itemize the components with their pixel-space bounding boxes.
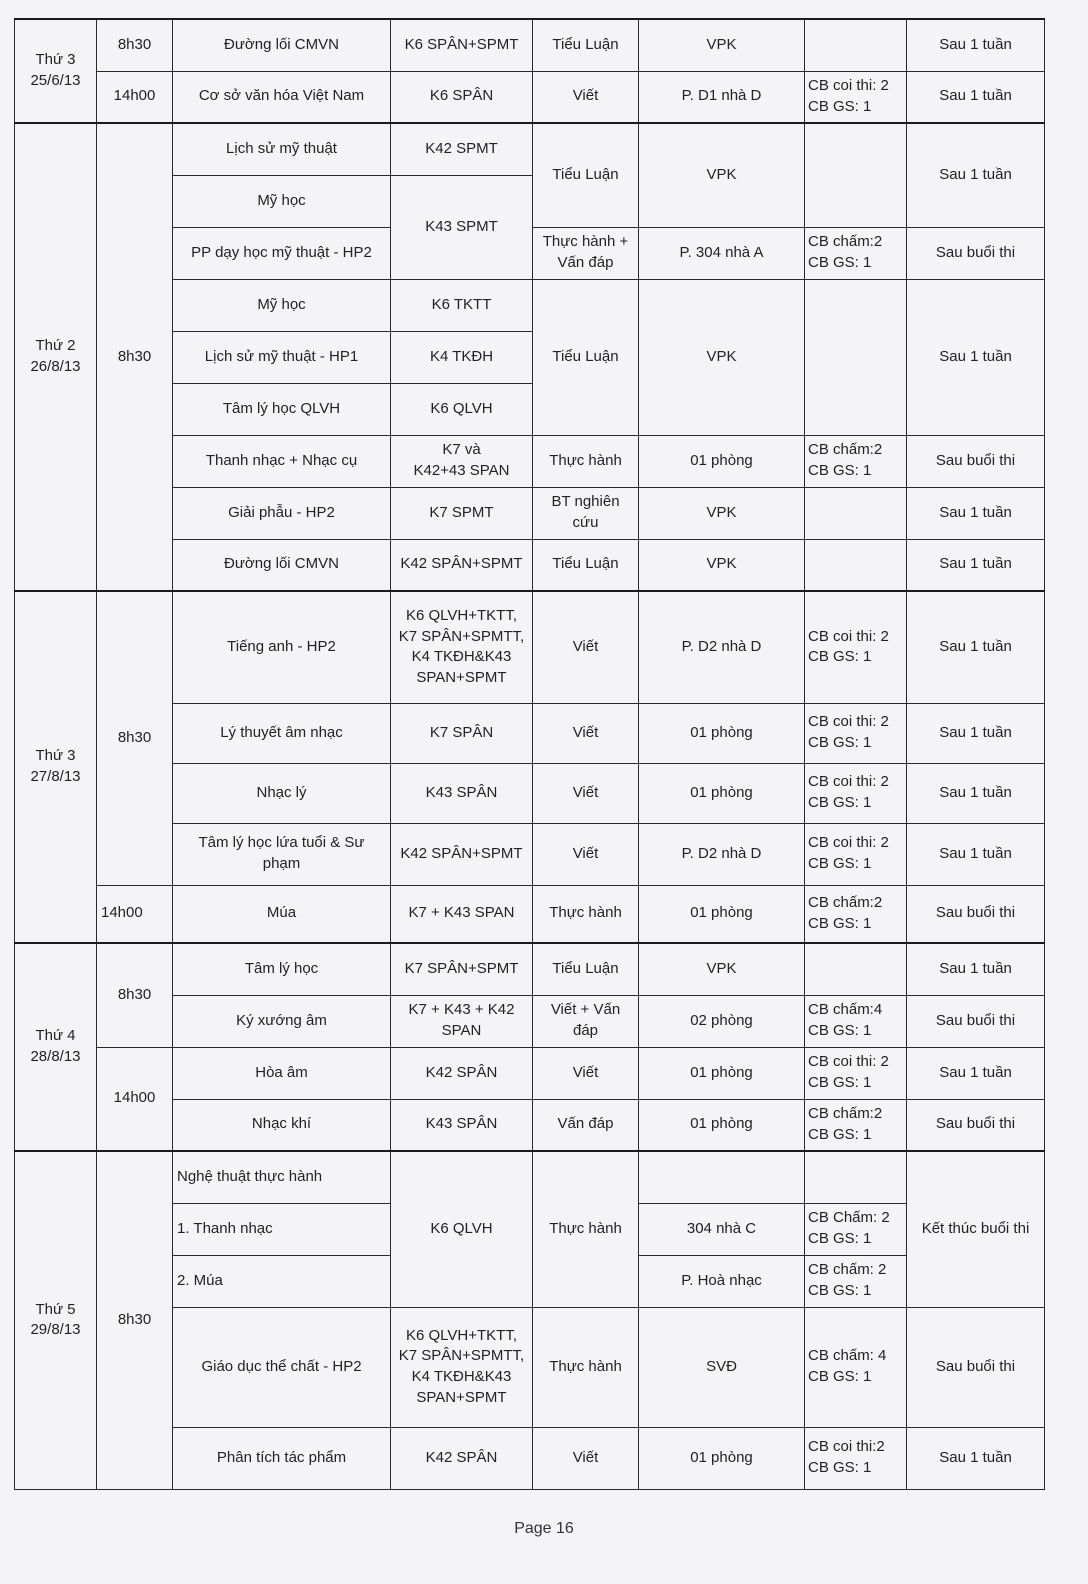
exam-form: Viết [533,71,639,123]
subject-name: Thanh nhạc + Nhạc cụ [173,435,391,487]
class-group: K6 QLVH [391,1151,533,1307]
class-group: K4 TKĐH [391,331,533,383]
table-row [15,123,1045,175]
table-row [15,591,1045,703]
subject-name: Đường lối CMVN [173,539,391,591]
exam-staff: CB chấm:2 CB GS: 1 [805,885,907,943]
class-group: K6 SPÂN [391,71,533,123]
result-time: Sau 1 tuần [907,19,1045,71]
exam-staff: CB Chấm: 2 CB GS: 1 [805,1203,907,1255]
exam-time: 8h30 [97,943,173,1047]
exam-form: Thực hành + Vấn đáp [533,227,639,279]
exam-staff: CB chấm:2 CB GS: 1 [805,227,907,279]
exam-form: Tiểu Luận [533,19,639,71]
subject-name: Nghệ thuật thực hành [173,1151,391,1203]
exam-room: VPK [639,943,805,995]
result-time: Sau buổi thi [907,885,1045,943]
exam-time: 14h00 [97,885,173,943]
exam-staff: CB chấm:4 CB GS: 1 [805,995,907,1047]
exam-room: 01 phòng [639,1427,805,1489]
exam-form: Viết [533,703,639,763]
exam-staff [805,279,907,435]
exam-room: 01 phòng [639,885,805,943]
exam-time: 14h00 [97,1047,173,1151]
class-group: K7 SPÂN [391,703,533,763]
exam-date: Thứ 5 29/8/13 [15,1151,97,1489]
table-row [15,943,1045,995]
result-time: Sau 1 tuần [907,1047,1045,1099]
exam-form: Viết [533,763,639,823]
class-group: K6 SPÂN+SPMT [391,19,533,71]
exam-time: 14h00 [97,71,173,123]
class-group: K7 và K42+43 SPAN [391,435,533,487]
result-time: Sau 1 tuần [907,279,1045,435]
exam-time: 8h30 [97,123,173,591]
subject-name: Tâm lý học lứa tuổi & Sư phạm [173,823,391,885]
page-number: Page 16 [514,1520,574,1537]
exam-room: VPK [639,123,805,227]
exam-form: Tiểu Luận [533,123,639,227]
subject-name: Nhạc lý [173,763,391,823]
exam-staff [805,19,907,71]
exam-staff: CB coi thi: 2 CB GS: 1 [805,591,907,703]
result-time: Sau buổi thi [907,1099,1045,1151]
exam-room: P. D1 nhà D [639,71,805,123]
table-row [15,71,1045,123]
exam-room: 01 phòng [639,1099,805,1151]
result-time: Sau 1 tuần [907,823,1045,885]
exam-room: 01 phòng [639,1047,805,1099]
exam-staff: CB chấm: 4 CB GS: 1 [805,1307,907,1427]
exam-staff: CB coi thi: 2 CB GS: 1 [805,71,907,123]
exam-form: Tiểu Luận [533,943,639,995]
exam-room [639,1151,805,1203]
table-row [15,19,1045,71]
exam-date: Thứ 3 25/6/13 [15,19,97,123]
exam-form: Viết [533,1047,639,1099]
subject-name: Mỹ học [173,175,391,227]
class-group: K43 SPÂN [391,1099,533,1151]
subject-name: Giáo dục thể chất - HP2 [173,1307,391,1427]
exam-staff: CB chấm:2 CB GS: 1 [805,1099,907,1151]
exam-staff [805,1151,907,1203]
subject-name: 2. Múa [173,1255,391,1307]
result-time: Sau 1 tuần [907,591,1045,703]
subject-name: Đường lối CMVN [173,19,391,71]
exam-form: Vấn đáp [533,1099,639,1151]
exam-staff [805,123,907,227]
result-time: Kết thúc buổi thi [907,1151,1045,1307]
exam-room: 01 phòng [639,763,805,823]
class-group: K42 SPÂN [391,1047,533,1099]
exam-form: Viết [533,823,639,885]
result-time: Sau 1 tuần [907,487,1045,539]
exam-form: Viết [533,1427,639,1489]
class-group: K42 SPÂN+SPMT [391,539,533,591]
class-group: K7 + K43 SPAN [391,885,533,943]
exam-staff: CB chấm: 2 CB GS: 1 [805,1255,907,1307]
subject-name: Tâm lý học QLVH [173,383,391,435]
exam-date: Thứ 3 27/8/13 [15,591,97,943]
exam-time: 8h30 [97,19,173,71]
class-group: K43 SPÂN [391,763,533,823]
exam-room: 304 nhà C [639,1203,805,1255]
result-time: Sau 1 tuần [907,539,1045,591]
exam-room: P. 304 nhà A [639,227,805,279]
class-group: K42 SPÂN+SPMT [391,823,533,885]
exam-date: Thứ 2 26/8/13 [15,123,97,591]
exam-time: 8h30 [97,1151,173,1489]
subject-name: Tâm lý học [173,943,391,995]
exam-room: P. Hoà nhạc [639,1255,805,1307]
result-time: Sau 1 tuần [907,943,1045,995]
result-time: Sau buổi thi [907,227,1045,279]
exam-room: VPK [639,19,805,71]
exam-staff [805,539,907,591]
exam-form: Tiểu Luận [533,279,639,435]
class-group: K6 QLVH [391,383,533,435]
subject-name: Cơ sở văn hóa Việt Nam [173,71,391,123]
result-time: Sau 1 tuần [907,763,1045,823]
exam-form: Viết [533,591,639,703]
subject-name: Nhạc khí [173,1099,391,1151]
exam-date: Thứ 4 28/8/13 [15,943,97,1151]
class-group: K7 SPÂN+SPMT [391,943,533,995]
class-group: K42 SPÂN [391,1427,533,1489]
class-group: K7 + K43 + K42 SPAN [391,995,533,1047]
class-group: K6 QLVH+TKTT, K7 SPÂN+SPMTT, K4 TKĐH&K43 SPAN+SPMT [391,591,533,703]
exam-form: Thực hành [533,435,639,487]
exam-room: 01 phòng [639,703,805,763]
class-group: K42 SPMT [391,123,533,175]
exam-staff [805,487,907,539]
subject-name: Tiếng anh - HP2 [173,591,391,703]
exam-form: Thực hành [533,1307,639,1427]
exam-form: Viết + Vấn đáp [533,995,639,1047]
class-group: K43 SPMT [391,175,533,279]
result-time: Sau 1 tuần [907,123,1045,227]
subject-name: 1. Thanh nhạc [173,1203,391,1255]
exam-schedule-table [14,18,1045,1490]
exam-staff: CB coi thi: 2 CB GS: 1 [805,1047,907,1099]
result-time: Sau buổi thi [907,1307,1045,1427]
result-time: Sau 1 tuần [907,71,1045,123]
exam-staff: CB coi thi: 2 CB GS: 1 [805,823,907,885]
exam-room: SVĐ [639,1307,805,1427]
subject-name: Ký xướng âm [173,995,391,1047]
class-group: K6 TKTT [391,279,533,331]
result-time: Sau buổi thi [907,435,1045,487]
exam-room: 02 phòng [639,995,805,1047]
subject-name: PP dạy học mỹ thuật - HP2 [173,227,391,279]
subject-name: Phân tích tác phẩm [173,1427,391,1489]
exam-room: 01 phòng [639,435,805,487]
exam-room: P. D2 nhà D [639,823,805,885]
exam-room: VPK [639,539,805,591]
exam-form: Tiểu Luận [533,539,639,591]
subject-name: Lý thuyết âm nhạc [173,703,391,763]
subject-name: Múa [173,885,391,943]
exam-time: 8h30 [97,591,173,885]
exam-form: Thực hành [533,1151,639,1307]
exam-form: BT nghiên cứu [533,487,639,539]
result-time: Sau 1 tuần [907,1427,1045,1489]
exam-staff: CB chấm:2 CB GS: 1 [805,435,907,487]
subject-name: Mỹ học [173,279,391,331]
exam-room: VPK [639,279,805,435]
subject-name: Giải phẫu - HP2 [173,487,391,539]
exam-staff: CB coi thi:2 CB GS: 1 [805,1427,907,1489]
exam-room: P. D2 nhà D [639,591,805,703]
subject-name: Hòa âm [173,1047,391,1099]
table-row [15,885,1045,943]
subject-name: Lịch sử mỹ thuật - HP1 [173,331,391,383]
exam-staff: CB coi thi: 2 CB GS: 1 [805,703,907,763]
table-row [15,1047,1045,1099]
exam-room: VPK [639,487,805,539]
exam-form: Thực hành [533,885,639,943]
table-row [15,1151,1045,1203]
result-time: Sau buổi thi [907,995,1045,1047]
class-group: K6 QLVH+TKTT, K7 SPÂN+SPMTT, K4 TKĐH&K43 SPAN+SPMT [391,1307,533,1427]
class-group: K7 SPMT [391,487,533,539]
exam-staff [805,943,907,995]
result-time: Sau 1 tuần [907,703,1045,763]
subject-name: Lịch sử mỹ thuật [173,123,391,175]
exam-staff: CB coi thi: 2 CB GS: 1 [805,763,907,823]
